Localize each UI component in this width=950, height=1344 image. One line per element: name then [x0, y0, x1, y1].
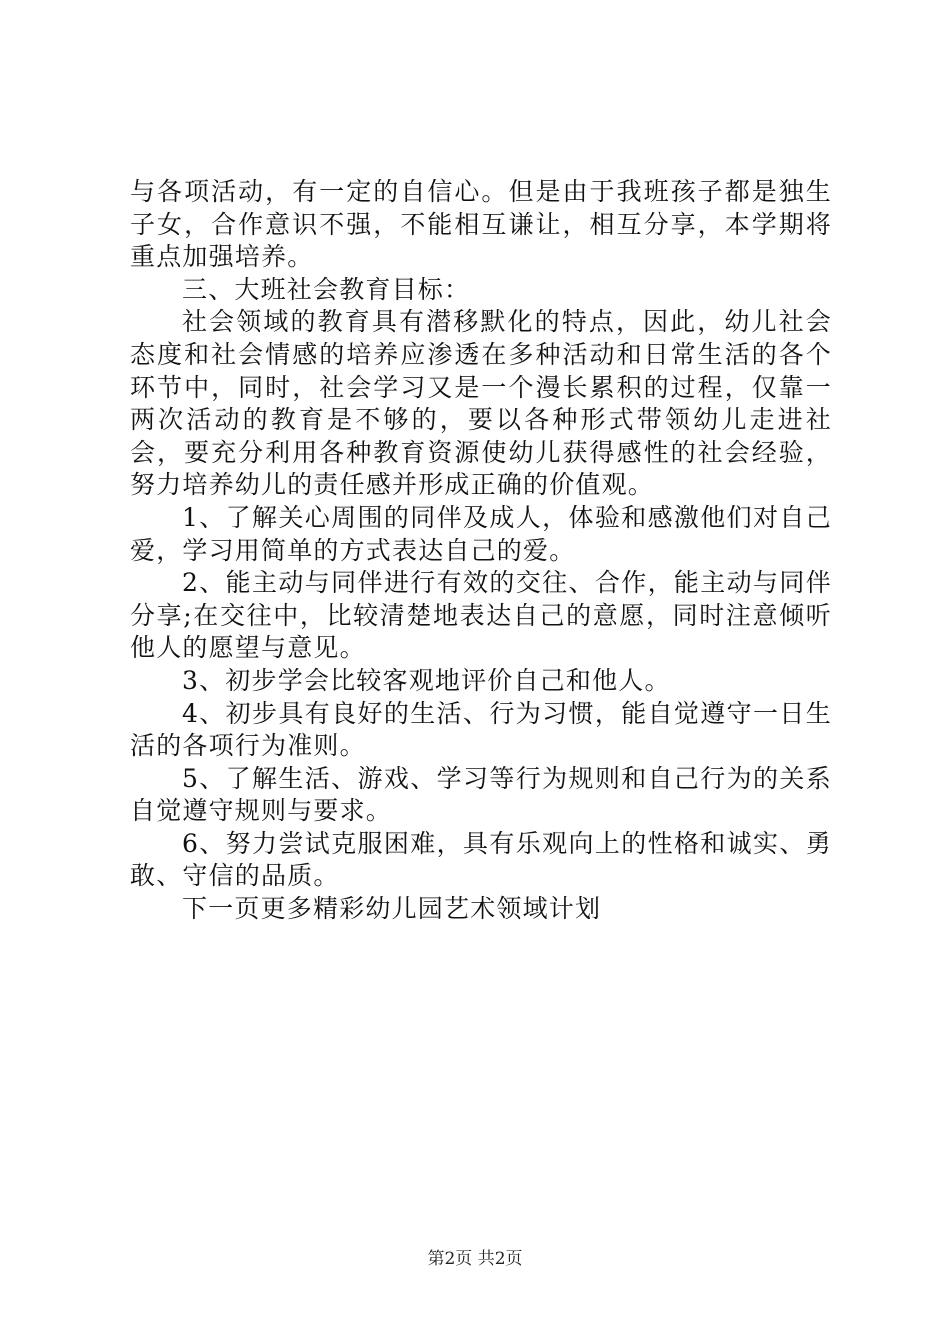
paragraph-continuation: 与各项活动，有一定的自信心。但是由于我班孩子都是独生子女，合作意识不强，不能相互谦让，相互分享，本学期将重点加强培养。	[130, 177, 832, 272]
goal-item-4: 4、初步具有良好的生活、行为习惯，能自觉遵守一日生活的各项行为准则。	[130, 698, 832, 761]
section-heading: 三、大班社会教育目标：	[182, 274, 471, 304]
paragraph-intro: 社会领域的教育具有潜移默化的特点，因此，幼儿社会态度和社会情感的培养应渗透在多种活动和日常生活的各个环节中，同时，社会学习又是一个漫长累积的过程，仅靠一两次活动的教育是不够的，要以各种形式带领幼儿走进社会，要充分利用各种教育资源使幼儿获得感性的社会经验，努力培养幼儿的责任感并形成正确的价值观。	[130, 307, 832, 500]
next-page-link[interactable]: 下一页更多精彩幼儿园艺术领域计划	[182, 894, 602, 924]
goal-item-5: 5、了解生活、游戏、学习等行为规则和自己行为的关系自觉遵守规则与要求。	[130, 763, 832, 826]
page-number-label: 第2页 共2页	[427, 1249, 523, 1269]
goal-item-3: 3、初步学会比较客观地评价自己和他人。	[182, 665, 671, 695]
document-body	[130, 176, 832, 926]
goal-item-1: 1、了解关心周围的同伴及成人，体验和感激他们对自己爱，学习用简单的方式表达自己的爱。	[130, 502, 832, 565]
goal-item-2: 2、能主动与同伴进行有效的交往、合作，能主动与同伴分享;在交往中，比较清楚地表达自己的意愿，同时注意倾听他人的愿望与意见。	[130, 568, 832, 663]
page-footer	[0, 1244, 950, 1269]
goal-item-6: 6、努力尝试克服困难，具有乐观向上的性格和诚实、勇敢、守信的品质。	[130, 828, 832, 891]
